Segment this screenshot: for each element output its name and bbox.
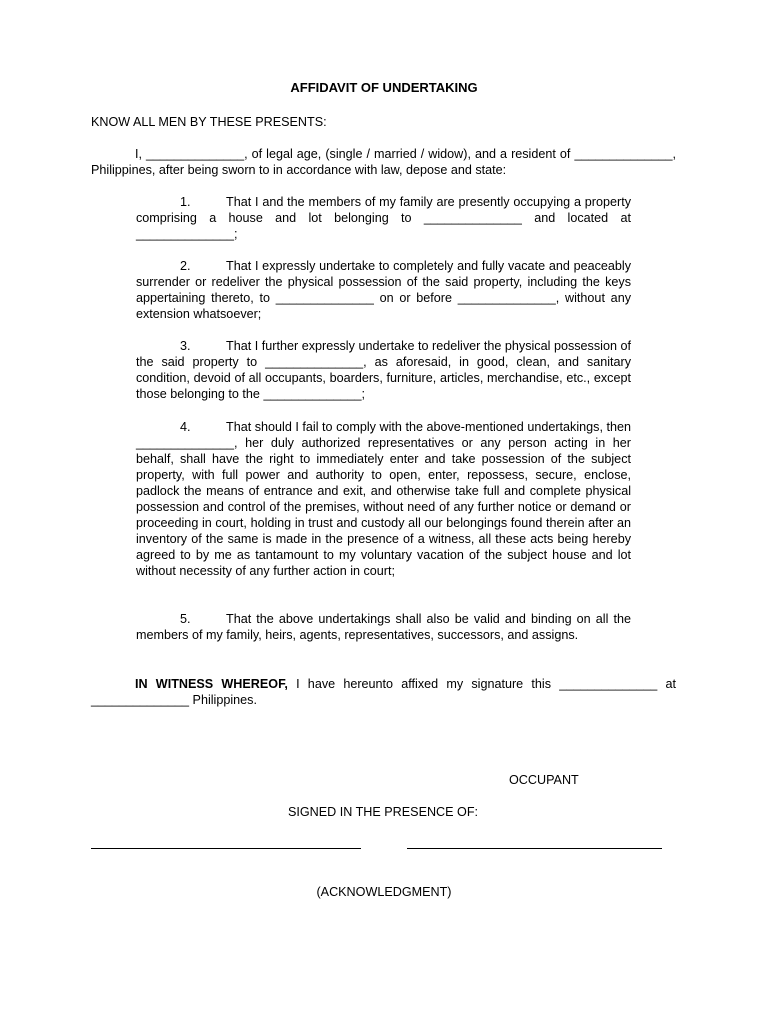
witness-signature-line-right xyxy=(407,848,662,849)
acknowledgment-heading: (ACKNOWLEDGMENT) xyxy=(316,885,452,899)
undertaking-item-3 xyxy=(136,338,631,402)
undertaking-item-1 xyxy=(136,194,631,242)
item-text: That I further expressly undertake to redeliver the physical possession of the said property to ______________, as aforesaid, in good, clean, and sanitary condition, devoid of all occupants, boarders, furniture, articles, merchandise, etc., except those belonging to the ______________; xyxy=(136,339,631,401)
know-all-heading: KNOW ALL MEN BY THESE PRESENTS: xyxy=(91,115,327,129)
undertaking-item-2 xyxy=(136,258,631,322)
signed-presence-heading xyxy=(0,804,768,820)
witness-bold-lead: IN WITNESS WHEREOF, xyxy=(135,677,288,691)
item-number: 5. xyxy=(180,612,191,626)
witness-signature-line-left xyxy=(91,848,361,849)
document-title: AFFIDAVIT OF UNDERTAKING xyxy=(290,80,478,95)
item-number: 1. xyxy=(180,195,191,209)
item-number: 3. xyxy=(180,339,191,353)
intro-paragraph: I, ______________, of legal age, (single / married / widow), and a resident of ______________, Philippines, after being sworn to in accordance with law, depose and state: xyxy=(91,147,676,177)
undertaking-item-4 xyxy=(136,419,631,579)
item-text: That I and the members of my family are presently occupying a property comprising a house and lot belonging to ______________ and located at ______________; xyxy=(136,195,631,241)
undertaking-item-5 xyxy=(136,611,631,643)
item-text: That I expressly undertake to completely and fully vacate and peaceably surrender or redeliver the physical possession of the said property, including the keys appertaining thereto, to ______________ on or before ______________, without any extension whatsoever; xyxy=(136,259,631,321)
occupant-label: OCCUPANT xyxy=(509,773,579,787)
item-number: 2. xyxy=(180,259,191,273)
witness-paragraph xyxy=(91,676,676,708)
signed-presence-text: SIGNED IN THE PRESENCE OF: xyxy=(287,805,479,819)
item-text: That should I fail to comply with the above-mentioned undertakings, then ______________, her duly authorized representatives or any person acting in her behalf, shall have the right to immediately enter and take possession of the subject property, with full power and authority to open, enter, repossess, secure, enclose, padlock the means of entrance and exit, and otherwise take full and complete physical possession and control of the premises, without need of any further notice or demand or proceeding in court, holding in trust and custody all our belongings found therein after an inventory of the same is made in the presence of a witness, all these acts being hereby agreed to by me as tantamount to my voluntary vacation of the subject house and lot without necessity of any further action in court; xyxy=(136,420,631,578)
item-number: 4. xyxy=(180,420,191,434)
witness-text: I have hereunto affixed my signature this ______________ at ______________ Philippines. xyxy=(91,677,676,707)
item-text: That the above undertakings shall also be valid and binding on all the members of my family, heirs, agents, representatives, successors, and assigns. xyxy=(136,612,631,642)
